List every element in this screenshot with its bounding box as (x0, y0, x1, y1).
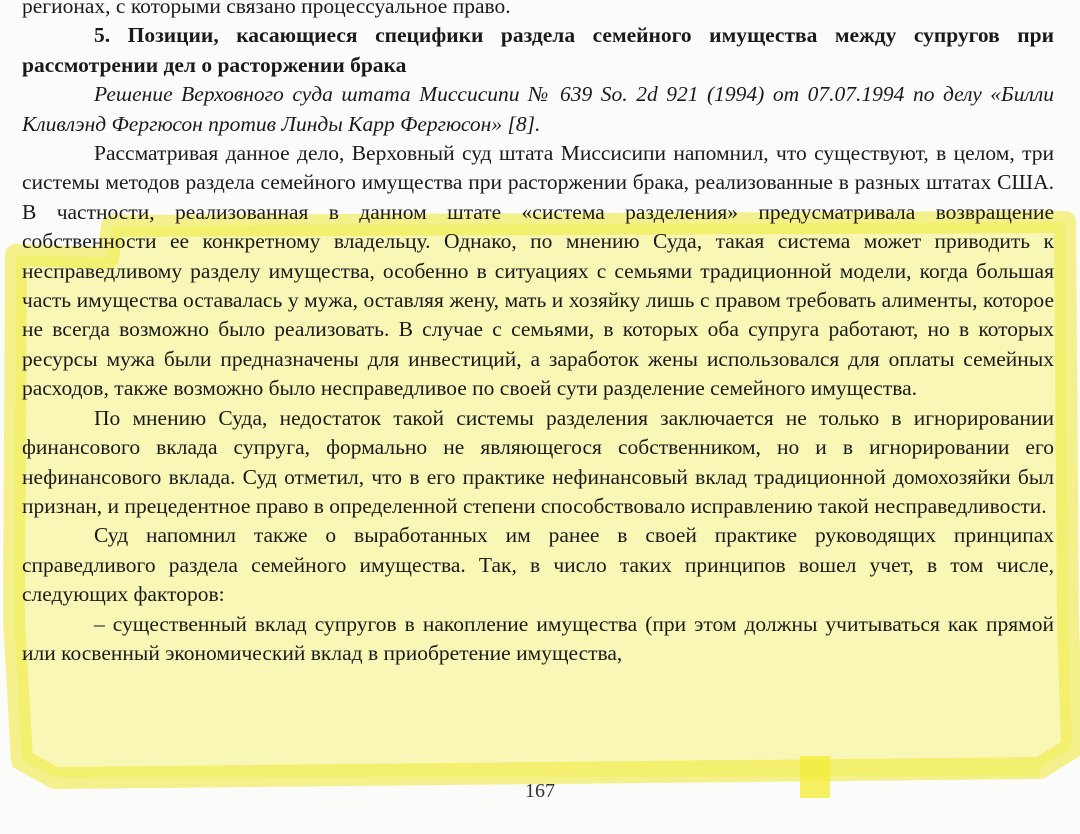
case-citation: Решение Верховного суда штата Миссисипи № 639 So. 2d 921 (1994) от 07.07.1994 по делу «Билли Кливлэнд Фергюсон против Линды Карр Фергюсон» [8]. (22, 82, 1054, 136)
top-fragment: регионах, с которыми связано процессуальное право. (22, 0, 511, 18)
list-item: – существенный вклад супругов в накопление имущества (при этом должны учитываться как прямой или косвенный экономический вклад в приобретение имущества, (22, 611, 1054, 665)
section-heading: 5. Позиции, касающиеся специфики раздела семейного имущества между супругов при рассмотрении дел о расторжении брака (22, 23, 1054, 77)
document-body (22, 0, 1054, 668)
paragraph: Суд напомнил также о выработанных им ранее в своей практике руководящих принципах справедливого раздела семейного имущества. Так, в число таких принципов вошел учет, в том числе, следующих факторов: (22, 523, 1054, 607)
page-number: 167 (525, 780, 555, 802)
paragraph: Рассматривая данное дело, Верховный суд штата Миссисипи напомнил, что существуют, в целом, три системы методов раздела семейного имущества при расторжении брака, реализованные в разных штатах США. В частности, реализованная в данном штате «система разделения» предусматривала возвращение собственности ее конкретному владельцу. Однако, по мнению Суда, такая система может приводить к несправедливому разделу имущества, особенно в ситуациях с семьями традиционной модели, когда большая часть имущества оставалась у мужа, оставляя жену, мать и хозяйку лишь с правом требовать алименты, которое не всегда возможно было реализовать. В случае с семьями, в которых оба супруга работают, но в которых ресурсы мужа были предназначены для инвестиций, а заработок жены использовался для оплаты семейных расходов, также возможно было несправедливое по своей сути разделение семейного имущества. (22, 141, 1054, 401)
paragraph: По мнению Суда, недостаток такой системы разделения заключается не только в игнорировании финансового вклада супруга, формально не являющегося собственником, но и в игнорировании его нефинансового вклада. Суд отметил, что в его практике нефинансовый вклад традиционной домохозяйки был признан, и прецедентное право в определенной степени способствовало исправлению такой несправедливости. (22, 405, 1054, 518)
